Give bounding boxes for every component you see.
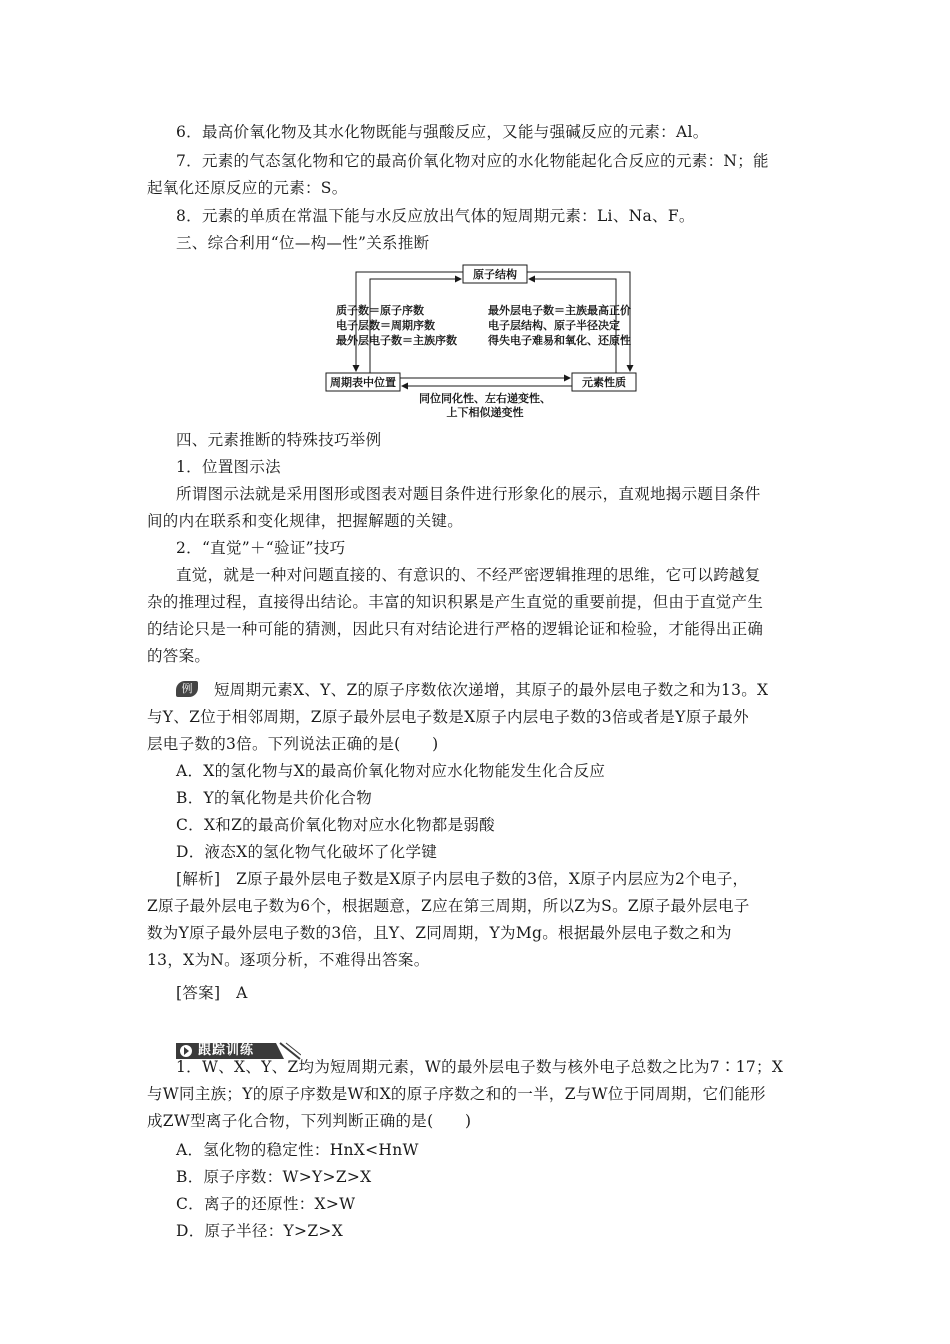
question-option-c: C．离子的还原性：X>W: [176, 1195, 356, 1213]
question-1-line1: 1．W、X、Y、Z均为短周期元素，W的最外层电子数与核外电子总数之比为7∶17；X: [176, 1058, 784, 1076]
technique-1-para-line1: 所谓图示法就是采用图形或图表对题目条件进行形象化的展示，直观地揭示题目条件: [176, 485, 761, 503]
question-option-d: D．原子半径：Y>Z>X: [176, 1222, 344, 1240]
analysis-line3: 数为Y原子最外层电子数的3倍，且Y、Z同周期，Y为Mg。根据最外层电子数之和为: [147, 924, 732, 942]
section-4-heading: 四、元素推断的特殊技巧举例: [176, 431, 382, 449]
technique-1-para-line2: 间的内在联系和变化规律，把握解题的关键。: [147, 512, 464, 530]
example-line1: 短周期元素X、Y、Z的原子序数依次递增，其原子的最外层电子数之和为13。X: [214, 681, 769, 699]
item-7-line2: 起氧化还原反应的元素：S。: [147, 179, 348, 197]
top-box-label: 原子结构: [473, 268, 517, 281]
left-box-label: 周期表中位置: [330, 376, 396, 389]
left-note-2: 电子层数＝周期序数: [336, 319, 435, 332]
technique-2-para-line3: 的结论只是一种可能的猜测，因此只有对结论进行严格的逻辑论证和检验，才能得出正确: [147, 620, 764, 638]
right-note-1: 最外层电子数＝主族最高正价: [488, 304, 631, 317]
question-1-line2: 与W同主族；Y的原子序数是W和X的原子序数之和的一半，Z与W位于同周期，它们能形: [147, 1085, 766, 1103]
banner-label: 跟踪训练: [198, 1043, 255, 1058]
example-option-b: B．Y的氧化物是共价化合物: [176, 789, 373, 807]
example-badge-icon: 例: [176, 681, 198, 697]
answer-line: [答案] A: [176, 984, 248, 1002]
analysis-line2: Z原子最外层电子数为6个，根据题意，Z应在第三周期，所以Z为S。Z原子最外层电子: [147, 897, 750, 915]
example-line3: 层电子数的3倍。下列说法正确的是( ): [147, 735, 439, 753]
analysis-line4: 13，X为N。逐项分析，不难得出答案。: [147, 951, 430, 969]
left-note-3: 最外层电子数＝主族序数: [336, 334, 457, 347]
example-option-d: D．液态X的氢化物气化破坏了化学键: [176, 843, 438, 861]
technique-2-para-line1: 直觉，就是一种对问题直接的、有意识的、不经严密逻辑推理的思维，它可以跨越复: [176, 566, 761, 584]
left-note-1: 质子数＝原子序数: [336, 304, 424, 317]
example-option-c: C．X和Z的最高价氧化物对应水化物都是弱酸: [176, 816, 495, 834]
technique-2-para-line4: 的答案。: [147, 647, 211, 665]
technique-2-title: 2．“直觉”＋“验证”技巧: [176, 539, 346, 557]
item-8: 8．元素的单质在常温下能与水反应放出气体的短周期元素：Li、Na、F。: [176, 207, 695, 225]
example-line2: 与Y、Z位于相邻周期，Z原子最外层电子数是X原子内层电子数的3倍或者是Y原子最外: [147, 708, 749, 726]
technique-1-title: 1．位置图示法: [176, 458, 281, 476]
item-6: 6．最高价氧化物及其水化物既能与强酸反应，又能与强碱反应的元素：Al。: [176, 123, 709, 141]
section-3-heading: 三、综合利用“位—构—性”关系推断: [176, 234, 430, 252]
question-1-line3: 成ZW型离子化合物，下列判断正确的是( ): [147, 1112, 472, 1130]
example-option-a: A．X的氢化物与X的最高价氧化物对应水化物能发生化合反应: [176, 762, 606, 780]
right-box-label: 元素性质: [582, 376, 626, 389]
item-7-line1: 7．元素的气态氢化物和它的最高价氧化物对应的水化物能起化合反应的元素：N；能: [176, 152, 769, 170]
bottom-note-2: 上下相似递变性: [446, 406, 524, 419]
relation-diagram: [320, 262, 665, 422]
analysis-line1: [解析] Z原子最外层电子数是X原子内层电子数的3倍，X原子内层应为2个电子，: [176, 870, 749, 888]
question-option-b: B．原子序数：W>Y>Z>X: [176, 1168, 372, 1186]
right-note-2: 电子层结构、原子半径决定: [488, 319, 620, 332]
right-note-3: 得失电子难易和氧化、还原性: [488, 334, 631, 347]
technique-2-para-line2: 杂的推理过程，直接得出结论。丰富的知识积累是产生直觉的重要前提，但由于直觉产生: [147, 593, 764, 611]
question-option-a: A．氢化物的稳定性：HnX<HnW: [176, 1141, 419, 1159]
bottom-note-1: 同位同化性、左右递变性、: [419, 392, 551, 405]
